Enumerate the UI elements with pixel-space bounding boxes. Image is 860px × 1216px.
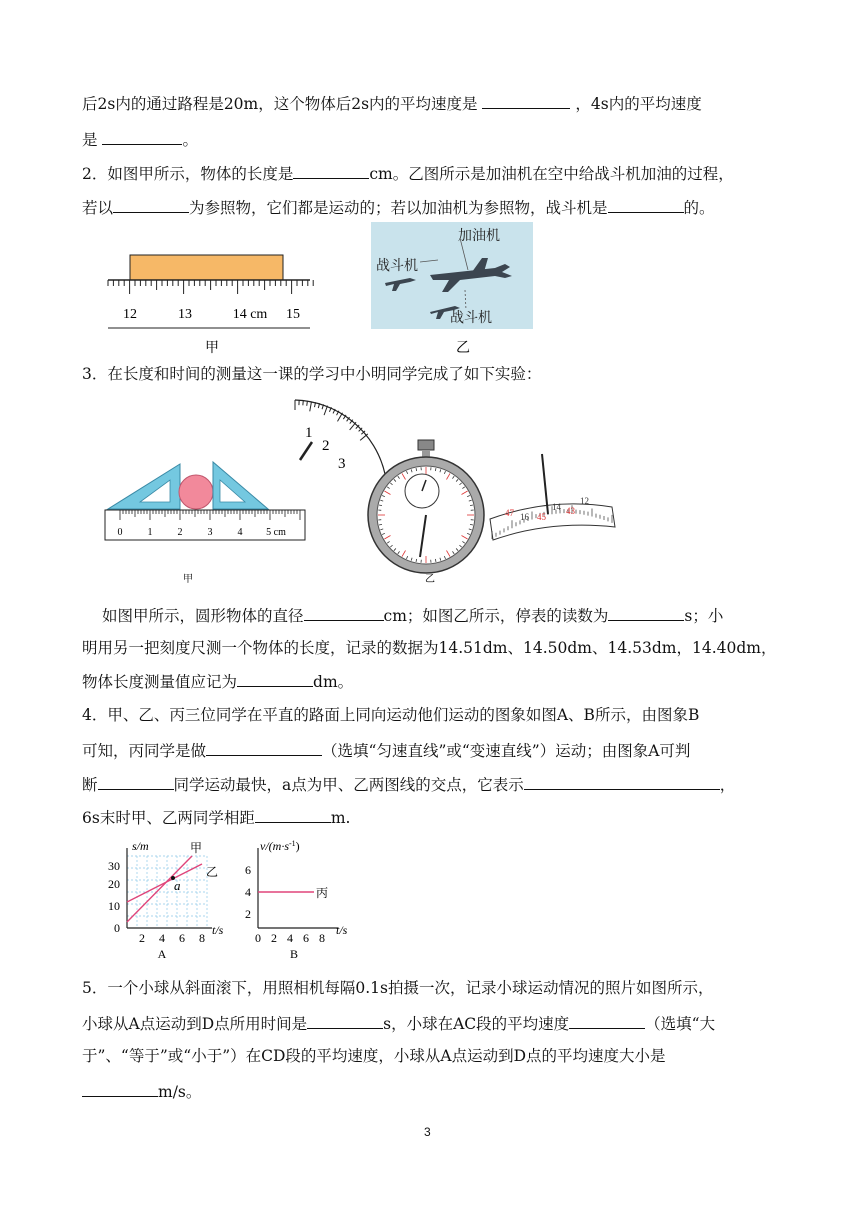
text: dm。 bbox=[313, 673, 354, 691]
answer-blank[interactable] bbox=[98, 773, 174, 790]
answer-blank[interactable] bbox=[482, 92, 570, 109]
q5-line-1 bbox=[82, 978, 713, 998]
text: 为参照物，它们都是运动的；若以加油机为参照物，战斗机是 bbox=[189, 199, 608, 217]
text: 3．在长度和时间的测量这一课的学习中小明同学完成了如下实验： bbox=[82, 365, 542, 383]
graph-b-x-tick: 6 bbox=[303, 931, 309, 945]
answer-blank[interactable] bbox=[307, 1012, 383, 1029]
graph-a-x-tick: 2 bbox=[139, 931, 145, 945]
text: 明用另一把刻度尺测一个物体的长度，记录的数据为14.51dm、14.50dm、14.53dm，14.40dm， bbox=[82, 639, 777, 657]
arc-label: 1 bbox=[305, 425, 313, 441]
line-bing-label: 丙 bbox=[316, 886, 329, 900]
text: （选填“大 bbox=[645, 1015, 716, 1033]
ruler-label: 4 bbox=[237, 527, 243, 538]
arc-label: 3 bbox=[338, 456, 346, 472]
ruler-label: 14 cm bbox=[232, 307, 268, 322]
graph-a-y-tick: 30 bbox=[108, 859, 120, 873]
caption-yi: 乙 bbox=[425, 574, 435, 585]
text: 若以 bbox=[82, 199, 114, 217]
graph-a-y-tick: 0 bbox=[114, 921, 120, 935]
figure-3 bbox=[100, 392, 620, 590]
q4-line-2 bbox=[82, 739, 690, 761]
graph-a-x-label: t/s bbox=[212, 923, 224, 937]
text: 是 bbox=[82, 131, 103, 149]
graph-b-y-tick: 4 bbox=[245, 885, 251, 899]
point-a-label: a bbox=[174, 878, 181, 893]
text: 同学运动最快，a点为甲、乙两图线的交点，它表示 bbox=[173, 776, 524, 794]
text: 4．甲、乙、丙三位同学在平直的路面上同向运动他们运动的图象如图A、B所示，由图象B bbox=[82, 706, 700, 724]
q1-line-2 bbox=[82, 128, 198, 150]
answer-blank[interactable] bbox=[608, 196, 684, 213]
graph-a-x-tick: 4 bbox=[159, 931, 165, 945]
scale-label: 45 bbox=[537, 512, 546, 522]
text: 断 bbox=[82, 776, 98, 794]
answer-blank[interactable] bbox=[102, 128, 182, 145]
scale-label: 12 bbox=[580, 496, 589, 506]
scale-label: 16 bbox=[520, 512, 529, 522]
text: （选填“匀速直线”或“变速直线”）运动；由图象A可判 bbox=[322, 742, 691, 760]
graph-b-x-tick: 4 bbox=[287, 931, 293, 945]
q2-line-2 bbox=[82, 196, 715, 218]
graph-b-x-tick: 0 bbox=[255, 931, 261, 945]
fighter-label: 战斗机 bbox=[376, 259, 418, 274]
text: 后2s内的通过路程是20m，这个物体后2s内的平均速度是 bbox=[82, 95, 483, 113]
magnified-needle bbox=[542, 454, 548, 514]
text: m/s。 bbox=[158, 1083, 202, 1101]
graph-b-y-label-close: ) bbox=[295, 839, 300, 853]
answer-blank[interactable] bbox=[608, 604, 684, 621]
figure-2 bbox=[100, 220, 540, 360]
arc-needle bbox=[300, 442, 312, 460]
text: 如图甲所示，圆形物体的直径 bbox=[102, 607, 304, 625]
ruler-label: 0 bbox=[117, 527, 123, 538]
answer-blank[interactable] bbox=[255, 806, 331, 823]
graph-b-x-tick: 2 bbox=[271, 931, 277, 945]
graph-b-x-tick: 8 bbox=[319, 931, 325, 945]
arc-tick bbox=[324, 406, 327, 415]
caption-jia: 甲 bbox=[183, 574, 193, 585]
scale-label: 14 bbox=[552, 502, 561, 512]
ruler-label: 12 bbox=[123, 307, 137, 322]
graph-b-y-tick: 6 bbox=[245, 863, 251, 877]
q3-line-3 bbox=[82, 670, 353, 692]
text: 可知，丙同学是做 bbox=[82, 742, 207, 760]
ruler-label: 15 bbox=[286, 307, 300, 322]
ruler-label: 3 bbox=[207, 527, 213, 538]
graph-a-y-tick: 10 bbox=[108, 899, 120, 913]
arc-tick bbox=[350, 422, 356, 430]
line-yi bbox=[127, 864, 202, 902]
line-jia-label: 甲 bbox=[190, 841, 203, 855]
fighter-label: 战斗机 bbox=[450, 311, 492, 326]
text: 。 bbox=[182, 131, 198, 149]
q3-line-1 bbox=[102, 604, 723, 626]
answer-blank[interactable] bbox=[293, 162, 369, 179]
text: 物体长度测量值应记为 bbox=[82, 673, 238, 691]
graph-a-y-label: s/m bbox=[132, 839, 149, 853]
text: 6s末时甲、乙两同学相距 bbox=[82, 809, 255, 827]
q2-line-1 bbox=[82, 162, 734, 184]
answer-blank[interactable] bbox=[304, 604, 384, 621]
arc-tick bbox=[360, 434, 368, 440]
ruler-label: 1 bbox=[147, 527, 153, 538]
arc-tick bbox=[307, 401, 308, 406]
ruler-label: 2 bbox=[177, 527, 183, 538]
page-number: 3 bbox=[424, 1125, 431, 1139]
graph-b-caption: B bbox=[289, 947, 299, 961]
caption-jia: 甲 bbox=[205, 341, 219, 356]
scale-label: 47 bbox=[505, 508, 514, 518]
text: cm；如图乙所示，停表的读数为 bbox=[383, 607, 609, 625]
text: 小球从A点运动到D点所用时间是 bbox=[82, 1015, 308, 1033]
q3-line-2 bbox=[82, 638, 776, 658]
answer-blank[interactable] bbox=[206, 739, 322, 756]
round-object bbox=[179, 475, 213, 509]
caption-yi: 乙 bbox=[456, 341, 470, 356]
text: 5．一个小球从斜面滚下，用照相机每隔0.1s拍摄一次，记录小球运动情况的照片如图所示， bbox=[82, 979, 714, 997]
ruler-ticks bbox=[108, 280, 313, 294]
graph-b-y-label-main: v/(m·s bbox=[260, 839, 289, 853]
stopwatch-crown bbox=[418, 440, 434, 450]
graph-b-y-label bbox=[260, 839, 300, 853]
text: 2．如图甲所示，物体的长度是 bbox=[82, 165, 294, 183]
graph-a-x-tick: 6 bbox=[179, 931, 185, 945]
q5-line-2 bbox=[82, 1012, 715, 1034]
graph-a-x-tick: 8 bbox=[199, 931, 205, 945]
text: 的。 bbox=[683, 199, 715, 217]
ruler-label: 13 bbox=[178, 307, 192, 322]
ruler-label: 5 cm bbox=[266, 527, 286, 538]
q5-line-4 bbox=[82, 1080, 201, 1102]
q5-line-3 bbox=[82, 1046, 666, 1066]
answer-blank[interactable] bbox=[113, 196, 189, 213]
graph-b-y-tick: 2 bbox=[245, 907, 251, 921]
text: m. bbox=[330, 809, 351, 827]
text: s；小 bbox=[684, 607, 724, 625]
q3-line bbox=[82, 364, 541, 384]
measured-block bbox=[130, 255, 283, 280]
graph-a-caption: A bbox=[157, 947, 167, 961]
scale-label: 43 bbox=[566, 506, 575, 516]
text: 于”、“等于”或“小于”）在CD段的平均速度，小球从A点运动到D点的平均速度大小是 bbox=[82, 1047, 666, 1065]
answer-blank[interactable] bbox=[82, 1080, 158, 1097]
answer-blank[interactable] bbox=[569, 1012, 645, 1029]
line-yi-label: 乙 bbox=[206, 865, 219, 879]
q1-line-1 bbox=[82, 92, 702, 114]
arc-tick bbox=[310, 401, 312, 411]
q4-line-4 bbox=[82, 806, 350, 828]
q4-line-1 bbox=[82, 705, 699, 725]
tanker-label: 加油机 bbox=[458, 229, 500, 244]
q4-line-3 bbox=[82, 773, 735, 795]
text: s，小球在AC段的平均速度 bbox=[383, 1015, 570, 1033]
graph-a bbox=[108, 839, 224, 961]
text: ， bbox=[719, 776, 736, 794]
graph-b bbox=[245, 839, 348, 961]
graph-b-y-label-sup: -1 bbox=[289, 839, 296, 848]
text: cm。乙图所示是加油机在空中给战斗机加油的过程， bbox=[369, 165, 734, 183]
answer-blank[interactable] bbox=[237, 670, 313, 687]
arc-label: 2 bbox=[322, 438, 330, 454]
arc-tick bbox=[338, 413, 343, 422]
graph-a-y-tick: 20 bbox=[108, 877, 120, 891]
answer-blank[interactable] bbox=[524, 773, 720, 790]
figure-4 bbox=[100, 836, 360, 962]
text: ，4s内的平均速度 bbox=[570, 95, 702, 113]
graph-b-x-label: t/s bbox=[336, 923, 348, 937]
